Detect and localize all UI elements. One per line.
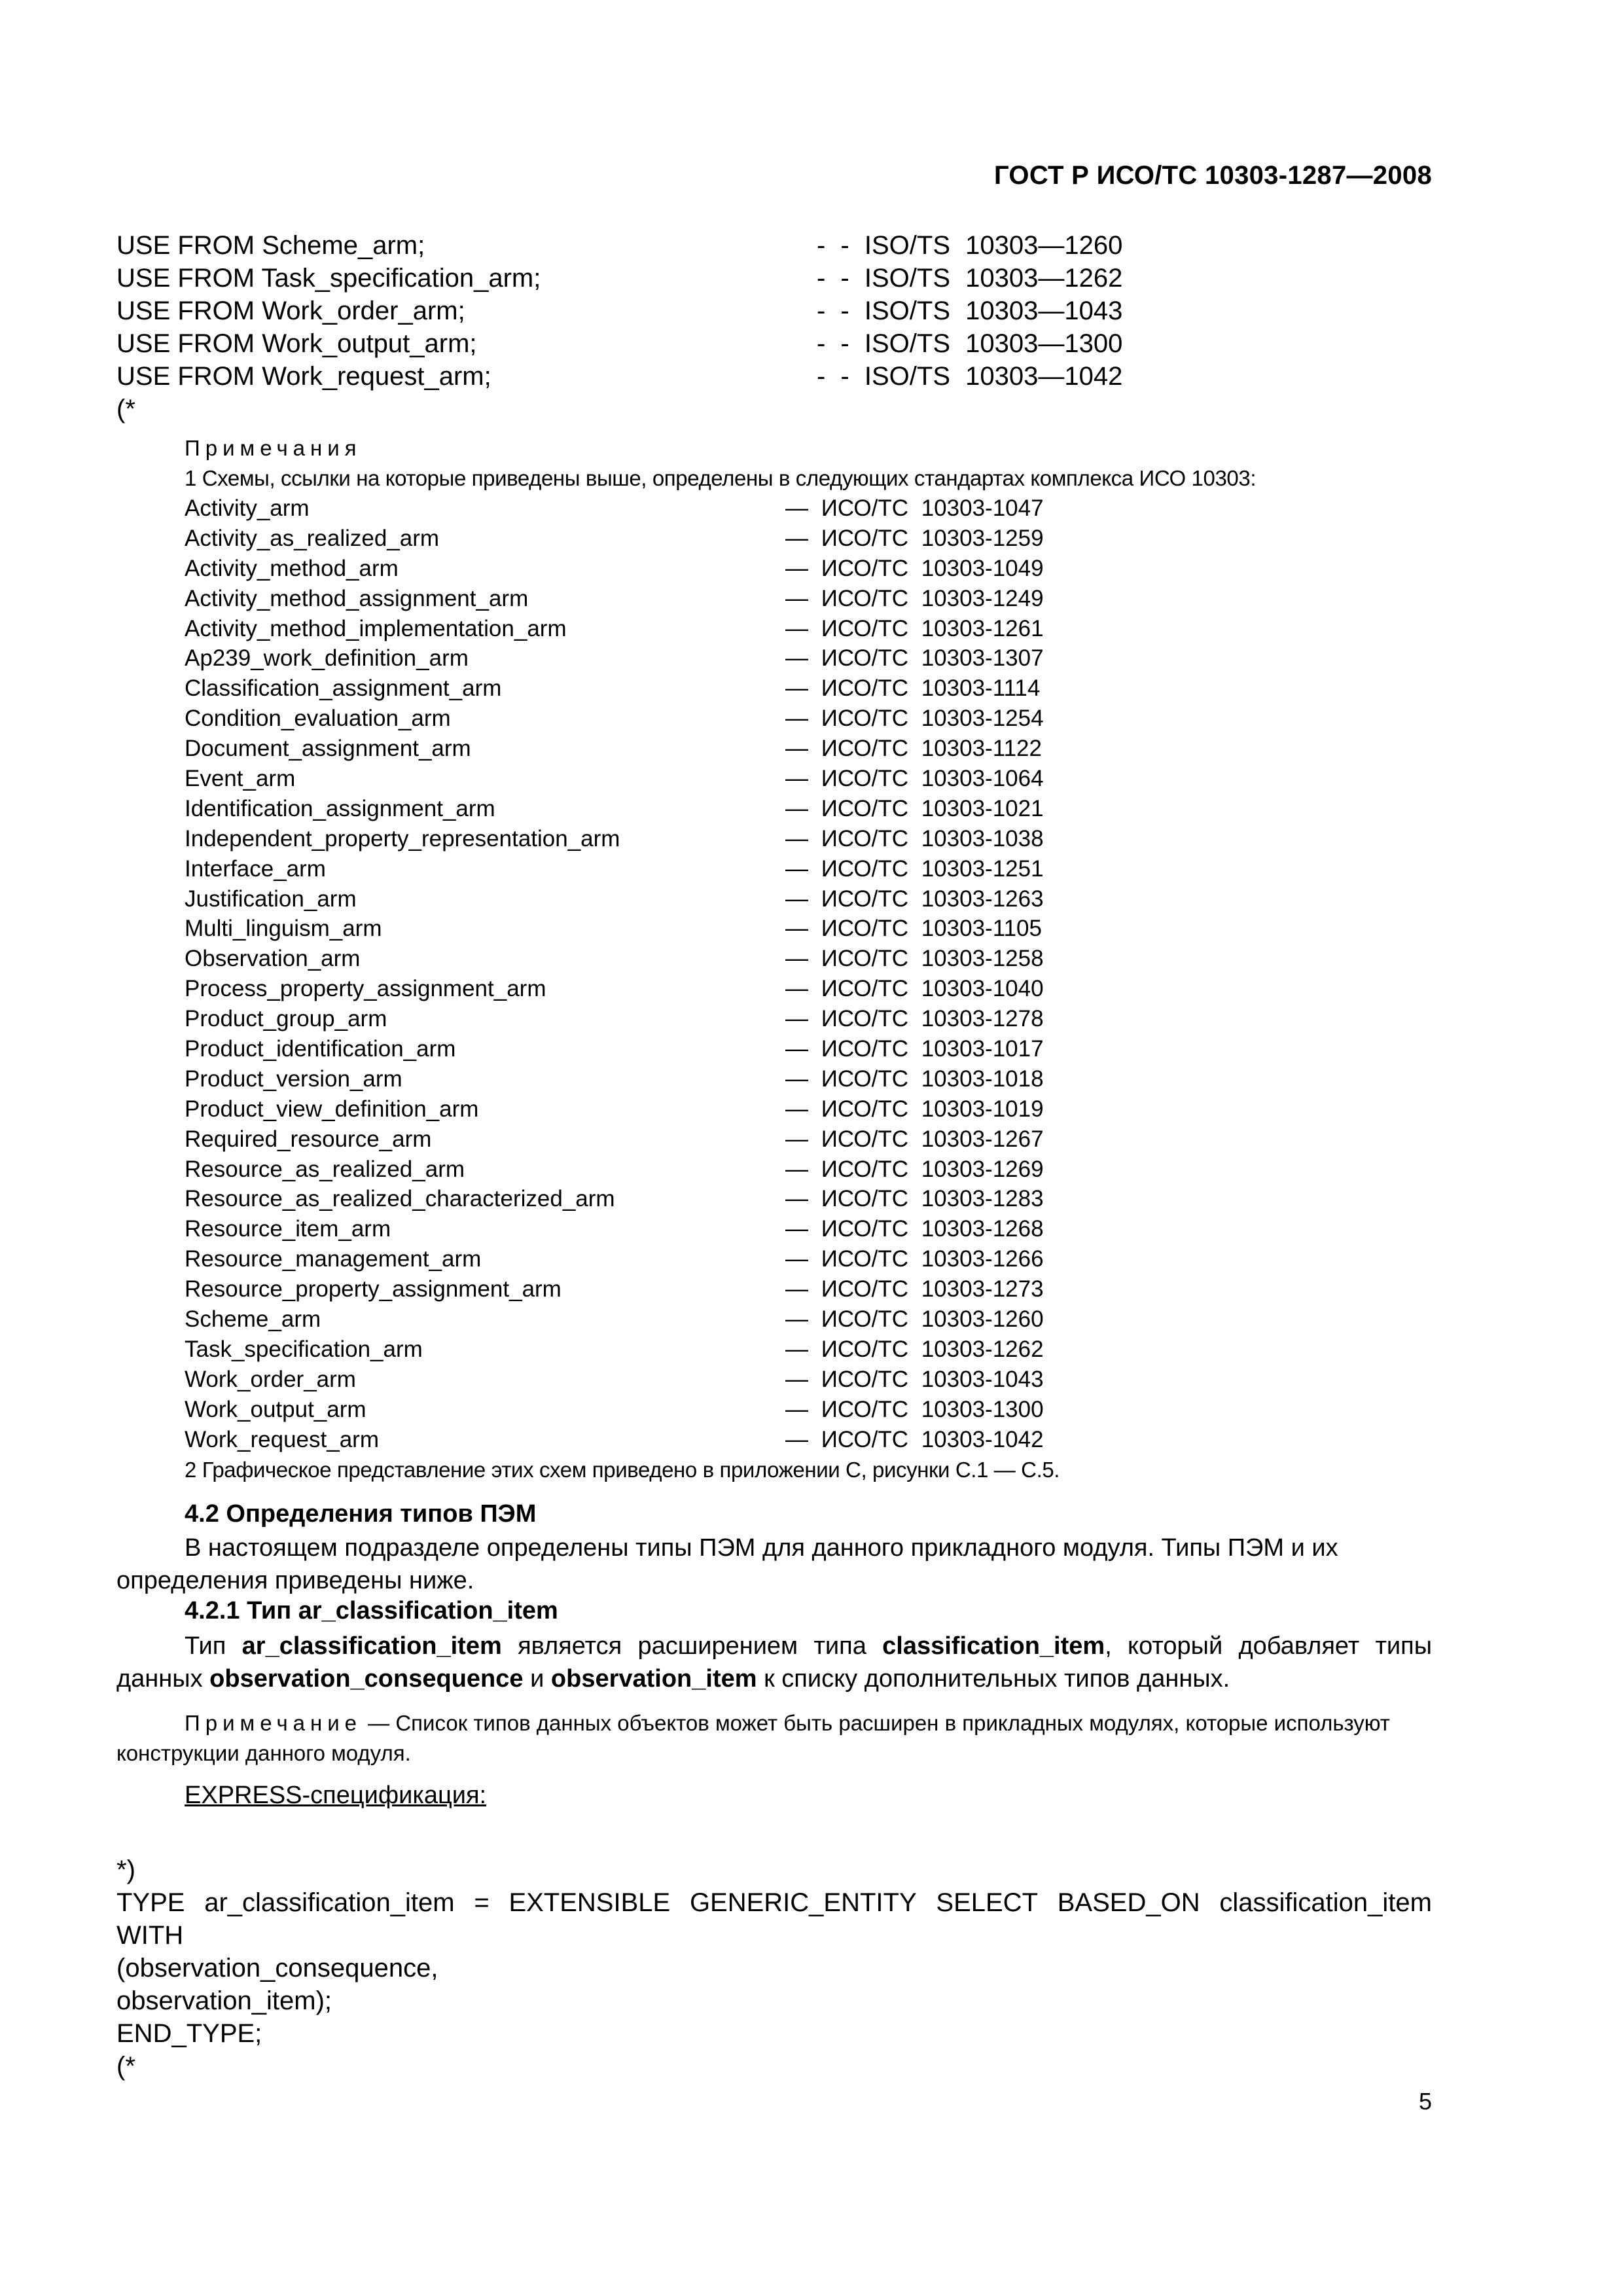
schema-reference: — ИСО/ТС 10303-1269 (785, 1156, 1044, 1182)
express-code (116, 1854, 1432, 2083)
schema-reference: — ИСО/ТС 10303-1049 (785, 555, 1044, 581)
document-header: ГОСТ Р ИСО/ТС 10303-1287—2008 (993, 161, 1432, 190)
schema-name: Ap239_work_definition_arm (185, 645, 469, 672)
schema-name: Event_arm (185, 766, 296, 792)
code-line: observation_item); (116, 1986, 332, 2015)
schema-row (185, 673, 1493, 704)
code-token: classification_item (1219, 1888, 1432, 1917)
code-line: END_TYPE; (116, 2019, 262, 2048)
schema-reference: — ИСО/ТС 10303-1258 (785, 946, 1044, 972)
schema-name: Interface_arm (185, 855, 326, 882)
type-name: ar_classification_item (241, 1632, 502, 1660)
note-text: — Список типов данных объектов может быть расширен в прикладных модулях, которые используют конструкции данного модуля. (116, 1711, 1390, 1765)
schema-row (185, 1124, 1493, 1155)
schema-row (185, 1365, 1493, 1395)
schema-reference: — ИСО/ТС 10303-1260 (785, 1306, 1044, 1333)
schema-reference: — ИСО/ТС 10303-1261 (785, 615, 1044, 641)
schema-row (185, 1395, 1493, 1425)
section-4-2-text: В настоящем подразделе определены типы ПЭМ для данного прикладного модуля. Типы ПЭМ и их определения приведены ниже. (116, 1534, 1338, 1594)
schema-row (185, 1335, 1493, 1365)
schema-name: Task_specification_arm (185, 1336, 423, 1362)
schema-name: Product_version_arm (185, 1066, 402, 1092)
schema-reference: — ИСО/ТС 10303-1017 (785, 1036, 1044, 1062)
use-from-statement: USE FROM Task_specification_arm; (116, 264, 541, 293)
schema-name: Multi_linguism_arm (185, 916, 382, 942)
schema-name: Product_group_arm (185, 1006, 387, 1032)
schema-name: Activity_method_arm (185, 555, 399, 581)
schema-reference: — ИСО/ТС 10303-1021 (785, 795, 1044, 821)
schema-row (185, 1094, 1493, 1124)
use-from-statement: USE FROM Work_request_arm; (116, 362, 491, 391)
schema-reference: — ИСО/ТС 10303-1263 (785, 886, 1044, 912)
schema-reference: — ИСО/ТС 10303-1047 (785, 495, 1044, 521)
schema-name: Work_request_arm (185, 1426, 379, 1452)
schema-reference: — ИСО/ТС 10303-1038 (785, 825, 1044, 852)
schema-row (185, 1184, 1493, 1214)
schema-reference: — ИСО/ТС 10303-1307 (785, 645, 1044, 672)
schema-name: Required_resource_arm (185, 1126, 432, 1152)
schema-name: Activity_as_realized_arm (185, 525, 440, 551)
schema-name: Resource_as_realized_characterized_arm (185, 1186, 615, 1212)
schema-reference: — ИСО/ТС 10303-1259 (785, 525, 1044, 551)
use-from-statement: USE FROM Work_order_arm; (116, 296, 465, 325)
schema-row (185, 1155, 1493, 1185)
code-token: TYPE (116, 1888, 185, 1917)
schema-name: Resource_management_arm (185, 1246, 482, 1272)
schema-reference: — ИСО/ТС 10303-1249 (785, 585, 1044, 611)
schema-reference: — ИСО/ТС 10303-1018 (785, 1066, 1044, 1092)
schema-row (185, 1214, 1493, 1244)
schema-name: Product_identification_arm (185, 1036, 456, 1062)
page-number: 5 (1418, 2088, 1432, 2115)
schema-row (185, 614, 1493, 644)
schema-row (185, 1304, 1493, 1335)
schema-row (185, 1004, 1493, 1034)
code-token: SELECT (936, 1888, 1038, 1917)
schema-name: Product_view_definition_arm (185, 1096, 479, 1122)
schema-name: Condition_evaluation_arm (185, 706, 451, 732)
schema-row (185, 854, 1493, 884)
use-from-statement: USE FROM Scheme_arm; (116, 231, 425, 260)
schema-row (185, 643, 1493, 673)
express-spec-label: EXPRESS-спецификация: (185, 1782, 487, 1809)
text-run: и (523, 1665, 551, 1693)
schema-row (185, 764, 1493, 794)
notes-block (185, 433, 1493, 1485)
schema-row (185, 524, 1493, 554)
schema-name: Work_output_arm (185, 1396, 366, 1422)
schema-name: Activity_method_assignment_arm (185, 585, 529, 611)
text-run: Тип (185, 1632, 242, 1660)
use-from-reference: - - ISO/TS 10303—1043 (817, 296, 1123, 325)
schema-name: Resource_as_realized_arm (185, 1156, 465, 1182)
note-label: Примечание (185, 1711, 363, 1735)
schema-row (185, 974, 1493, 1004)
code-line: (observation_consequence, (116, 1954, 438, 1982)
schema-reference: — ИСО/ТС 10303-1262 (785, 1336, 1044, 1362)
schema-row (185, 1244, 1493, 1274)
schema-reference: — ИСО/ТС 10303-1042 (785, 1426, 1044, 1452)
section-heading-4-2-1: 4.2.1 Тип ar_classification_item (185, 1597, 558, 1624)
schema-name: Resource_item_arm (185, 1216, 391, 1242)
use-from-statement: USE FROM Work_output_arm; (116, 329, 477, 358)
schema-name: Observation_arm (185, 946, 361, 972)
schema-reference: — ИСО/ТС 10303-1268 (785, 1216, 1044, 1242)
schema-name: Resource_property_assignment_arm (185, 1276, 562, 1302)
schema-reference: — ИСО/ТС 10303-1114 (785, 675, 1041, 702)
code-line-type-decl (116, 1886, 1432, 1919)
note-2 (116, 1708, 1432, 1768)
text-run: к списку дополнительных типов данных. (757, 1665, 1230, 1693)
use-from-reference: - - ISO/TS 10303—1260 (817, 231, 1123, 260)
schema-name: Independent_property_representation_arm (185, 825, 620, 852)
schema-name: Process_property_assignment_arm (185, 976, 546, 1002)
schema-reference: — ИСО/ТС 10303-1300 (785, 1396, 1044, 1422)
use-from-reference: - - ISO/TS 10303—1042 (817, 362, 1123, 391)
code-token: ar_classification_item (204, 1888, 455, 1917)
schema-reference: — ИСО/ТС 10303-1064 (785, 766, 1044, 792)
schema-row (185, 794, 1493, 824)
comment-open-text: (* (116, 395, 135, 423)
schema-row (185, 584, 1493, 614)
section-4-2-1-text (116, 1630, 1432, 1695)
schema-reference: — ИСО/ТС 10303-1043 (785, 1366, 1044, 1392)
schema-reference: — ИСО/ТС 10303-1019 (785, 1096, 1044, 1122)
schema-name: Document_assignment_arm (185, 736, 471, 762)
schema-name: Scheme_arm (185, 1306, 321, 1333)
text-run: является расширением типа (501, 1632, 883, 1660)
schema-name: Activity_arm (185, 495, 310, 521)
code-token: = (474, 1888, 490, 1917)
schema-row (185, 1034, 1493, 1064)
schema-reference: — ИСО/ТС 10303-1251 (785, 855, 1044, 882)
schema-row (185, 493, 1493, 524)
schema-reference: — ИСО/ТС 10303-1278 (785, 1006, 1044, 1032)
schema-row (185, 1425, 1493, 1455)
type-name: observation_item (550, 1665, 757, 1693)
section-heading-4-2: 4.2 Определения типов ПЭМ (185, 1500, 537, 1528)
schema-reference: — ИСО/ТС 10303-1040 (785, 976, 1044, 1002)
note-item-2: 2 Графическое представление этих схем приведено в приложении C, рисунки C.1 — C.5. (185, 1457, 1060, 1482)
code-token: GENERIC_ENTITY (689, 1888, 917, 1917)
schema-row (185, 1064, 1493, 1094)
schema-reference: — ИСО/ТС 10303-1273 (785, 1276, 1044, 1302)
schema-name: Classification_assignment_arm (185, 675, 502, 702)
schema-name: Justification_arm (185, 886, 357, 912)
schema-reference: — ИСО/ТС 10303-1122 (785, 736, 1042, 762)
schema-reference: — ИСО/ТС 10303-1267 (785, 1126, 1044, 1152)
code-line: WITH (116, 1921, 184, 1950)
type-name: classification_item (882, 1632, 1105, 1660)
use-from-reference: - - ISO/TS 10303—1262 (817, 264, 1123, 293)
type-name: observation_consequence (209, 1665, 524, 1693)
code-token: BASED_ON (1057, 1888, 1200, 1917)
notes-title: Примечания (185, 436, 362, 460)
schema-row (185, 914, 1493, 944)
schema-reference: — ИСО/ТС 10303-1105 (785, 916, 1042, 942)
schema-reference: — ИСО/ТС 10303-1254 (785, 706, 1044, 732)
note-item-1: 1 Схемы, ссылки на которые приведены выше, определены в следующих стандартах комплекса ИСО 10303: (185, 466, 1257, 490)
schema-row (185, 734, 1493, 764)
use-from-reference: - - ISO/TS 10303—1300 (817, 329, 1123, 358)
schema-row (185, 1274, 1493, 1304)
schema-list (185, 493, 1493, 1455)
schema-row (185, 884, 1493, 914)
text-run: , который добавляет типы данных (116, 1632, 1433, 1693)
schema-row (185, 944, 1493, 974)
schema-row (185, 704, 1493, 734)
schema-name: Activity_method_implementation_arm (185, 615, 567, 641)
code-line: (* (116, 2052, 135, 2081)
schema-row (185, 554, 1493, 584)
schema-name: Work_order_arm (185, 1366, 356, 1392)
schema-name: Identification_assignment_arm (185, 795, 495, 821)
schema-row (185, 824, 1493, 854)
code-line: *) (116, 1856, 135, 1884)
schema-reference: — ИСО/ТС 10303-1266 (785, 1246, 1044, 1272)
schema-reference: — ИСО/ТС 10303-1283 (785, 1186, 1044, 1212)
code-token: EXTENSIBLE (508, 1888, 671, 1917)
